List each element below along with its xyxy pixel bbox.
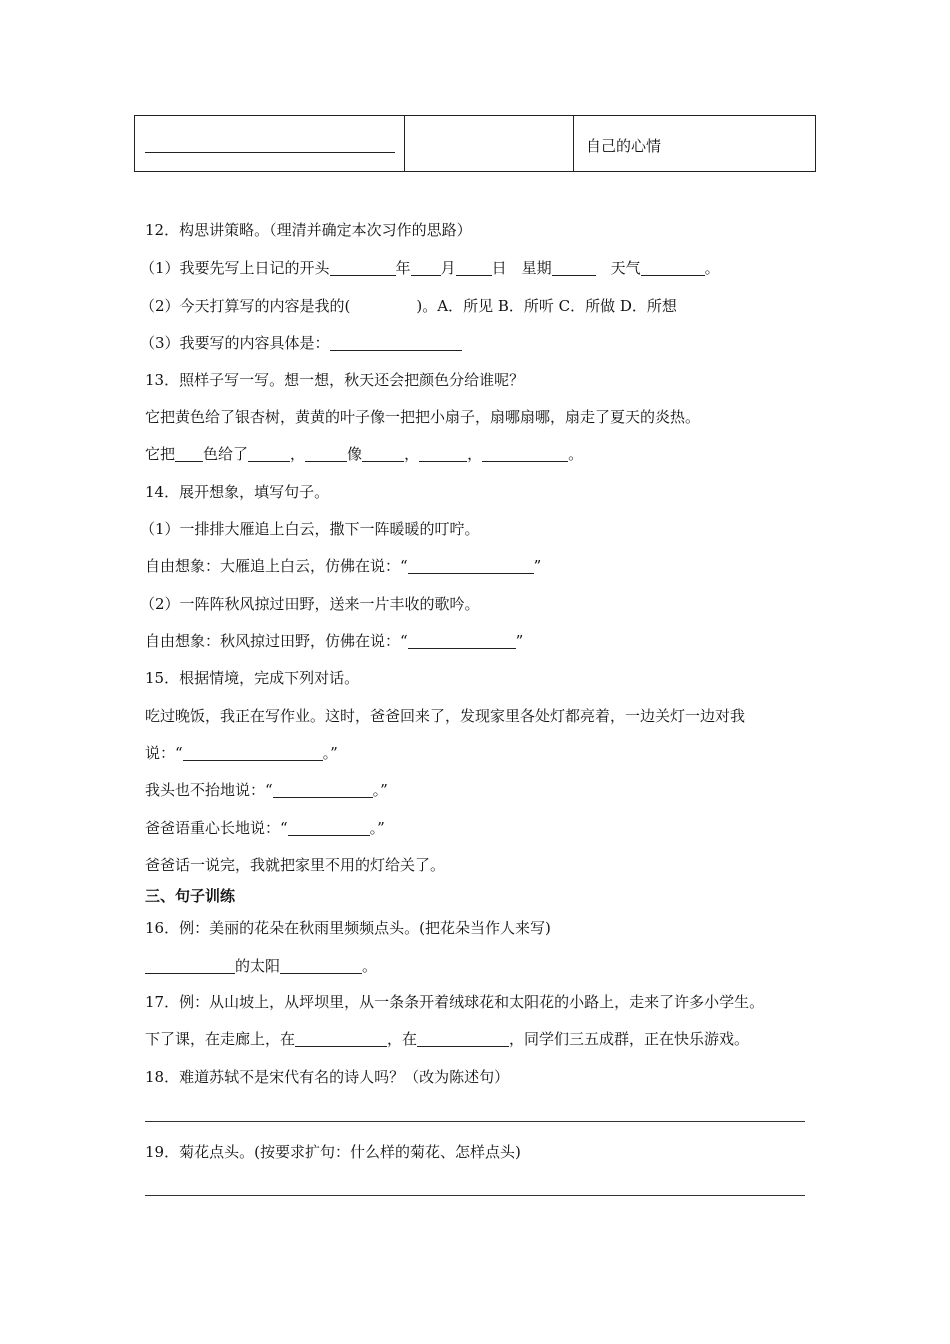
q19-title: 19．菊花点头。(按要求扩句：什么样的菊花、怎样点头) — [145, 1143, 521, 1161]
fill-blank[interactable] — [145, 152, 395, 153]
simile-blank[interactable] — [362, 445, 404, 462]
q16-fill: 的太阳 。 — [145, 956, 377, 976]
place-blank-2[interactable] — [417, 1030, 509, 1047]
q18-title: 18．难道苏轼不是宋代有名的诗人吗？（改为陈述句） — [145, 1068, 510, 1086]
q15-dialog-3: 爸爸语重心长地说：“ 。” — [145, 819, 385, 837]
q19-answer-line[interactable] — [145, 1195, 805, 1196]
q18-answer-line[interactable] — [145, 1121, 805, 1122]
q14-title: 14．展开想象，填写句子。 — [145, 483, 330, 501]
dad-line-blank[interactable] — [183, 744, 323, 761]
subject-blank[interactable] — [305, 445, 347, 462]
q15-dialog-2: 我头也不抬地说：“ 。” — [145, 781, 388, 799]
strategy-table — [134, 115, 816, 172]
content-blank[interactable] — [330, 334, 462, 351]
q13-example: 它把黄色给了银杏树，黄黄的叶子像一把把小扇子，扇哪扇哪，扇走了夏天的炎热。 — [145, 408, 701, 426]
object-blank[interactable] — [248, 445, 290, 462]
q14-sentence-2: （2）一阵阵秋风掠过田野，送来一片丰收的歌吟。 — [140, 595, 480, 613]
action-blank[interactable] — [419, 445, 467, 462]
table-cell-3 — [574, 116, 815, 171]
my-line-blank[interactable] — [273, 781, 373, 798]
q15-context: 吃过晚饭，我正在写作业。这时，爸爸回来了，发现家里各处灯都亮着，一边关灯一边对我 — [145, 707, 746, 725]
month-blank[interactable] — [411, 259, 441, 276]
autumn-wind-blank[interactable] — [408, 632, 516, 649]
section-heading: 三、句子训练 — [145, 887, 236, 905]
q13-title: 13．照样子写一写。想一想，秋天还会把颜色分给谁呢？ — [145, 371, 525, 389]
place-blank-1[interactable] — [295, 1030, 387, 1047]
wild-goose-blank[interactable] — [408, 557, 534, 574]
day-blank[interactable] — [456, 259, 492, 276]
table-cell-2[interactable] — [405, 116, 574, 171]
q15-title: 15．根据情境，完成下列对话。 — [145, 669, 360, 687]
q14-fill-2: 自由想象：秋风掠过田野，仿佛在说：“ ” — [145, 632, 524, 650]
year-blank[interactable] — [330, 259, 396, 276]
q14-fill-1: 自由想象：大雁追上白云，仿佛在说：“ ” — [145, 557, 542, 575]
q15-ending: 爸爸话一说完，我就把家里不用的灯给关了。 — [145, 856, 446, 874]
q16-title: 16．例：美丽的花朵在秋雨里频频点头。(把花朵当作人来写) — [145, 919, 551, 937]
weather-blank[interactable] — [641, 259, 705, 276]
q12-part2: （2）今天打算写的内容是我的( )。A．所见 B．所听 C．所做 D．所想 — [140, 297, 677, 315]
personification-blank[interactable] — [280, 957, 362, 974]
q17-fill: 下了课，在走廊上，在 ，在 ，同学们三五成群，正在快乐游戏。 — [145, 1030, 750, 1048]
dad-advice-blank[interactable] — [288, 819, 370, 836]
q15-dialog-1: 说：“ 。” — [145, 744, 338, 762]
table-cell-text: 自己的心情 — [586, 137, 662, 155]
q12-title: 12．构思讲策略。（理清并确定本次习作的思路） — [145, 221, 472, 239]
q17-title: 17．例：从山坡上，从坪坝里，从一条条开着绒球花和太阳花的小路上，走来了许多小学生。 — [145, 993, 765, 1011]
table-cell-1 — [135, 116, 405, 171]
q12-part3: （3）我要写的内容具体是： — [140, 333, 462, 353]
result-blank[interactable] — [482, 445, 568, 462]
weekday-blank[interactable] — [552, 259, 596, 276]
modifier-blank[interactable] — [145, 957, 235, 974]
q14-sentence-1: （1）一排排大雁追上白云，撒下一阵暖暖的叮咛。 — [140, 520, 480, 538]
q12-part1: （1）我要先写上日记的开头 年 月 日 星期 天气 。 — [140, 259, 720, 277]
q13-fill: 它把 色给了 ， 像 ， ， 。 — [145, 445, 584, 463]
color-blank[interactable] — [175, 445, 203, 462]
